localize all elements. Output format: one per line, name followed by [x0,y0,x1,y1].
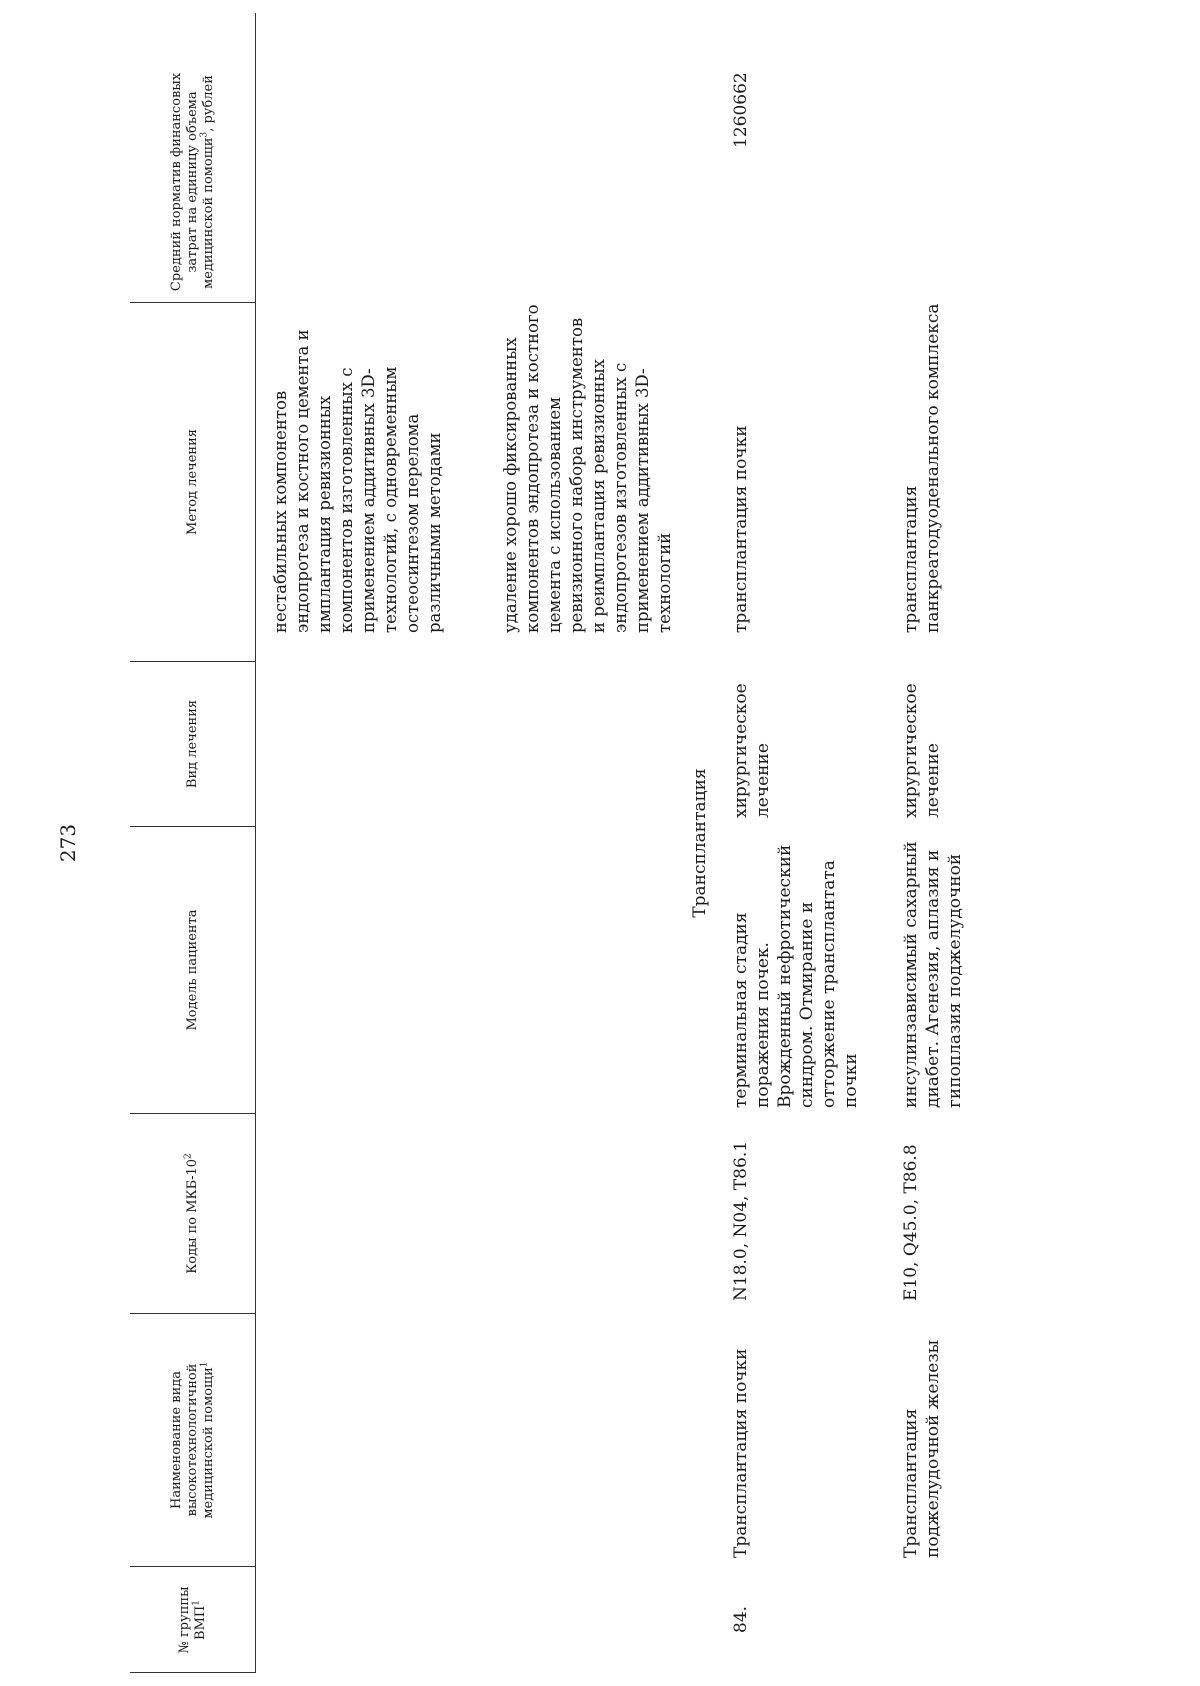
header-treatment-type: Вид лечения [130,661,255,826]
row-pancreas-treatment-method: трансплантация панкреатодуоденального комплекса [901,303,943,633]
header-treatment-method: Метод лечения [130,302,255,661]
header-edge [130,1672,255,1673]
row-84-name: Трансплантация почки [731,1348,751,1558]
method-continuation-2: удаление хорошо фиксированных компонентов эндопротеза и костного цемента с использованием ревизионного набора инструментов и реимплантация ревизионных эндопротезов изготовленных с применением аддитивных 3D-технологий [501,304,674,633]
row-84-treatment-method: трансплантация почки [731,425,751,633]
row-pancreas-name: Трансплантация поджелудочной железы [901,1339,943,1558]
page-number: 273 [56,823,80,863]
section-title: Трансплантация [690,768,710,918]
row-pancreas-treatment-type: хирургическое лечение [901,683,943,818]
header-divider [255,13,256,1673]
row-pancreas-patient-model: инсулинзависимый сахарный диабет. Агенезия, аплазия и гипоплазия поджелудочной [901,841,965,1108]
header-icd-codes: Коды по МКБ-$10^2$ [130,1113,255,1313]
header-patient-model: Модель пациента [130,826,255,1113]
row-pancreas-icd-codes: E10, Q45.0, T86.8 [901,1144,921,1301]
rotated-table [130,13,1140,1673]
row-84-icd-codes: N18.0, N04, T86.1 [731,1140,751,1301]
row-84-group-no: 84. [731,1605,751,1633]
row-84-cost: 1260662 [731,72,751,148]
row-84-patient-model: терминальная стадия поражения почек. Врожденный нефротический синдром. Отмирание и отторжение трансплантата почки [731,844,861,1108]
header-cost: Средний норматив финансовых затрат на единицу объема медицинской помощи$^3$, рублей [168,72,216,292]
header-name: Наименование вида высокотехнологичной медицинской помощи$^1$ [130,1313,255,1566]
header-group-no: № группы ВМП$^1$ [130,1566,255,1673]
row-84-treatment-type: хирургическое лечение [731,683,773,818]
method-continuation-1: нестабильных компонентов эндопротеза и костного цемента и имплантация ревизионных компонентов изготовленных с применением аддитивных 3D-технологий, с одновременным остеосинтезом перелома различными методами [271,329,444,633]
